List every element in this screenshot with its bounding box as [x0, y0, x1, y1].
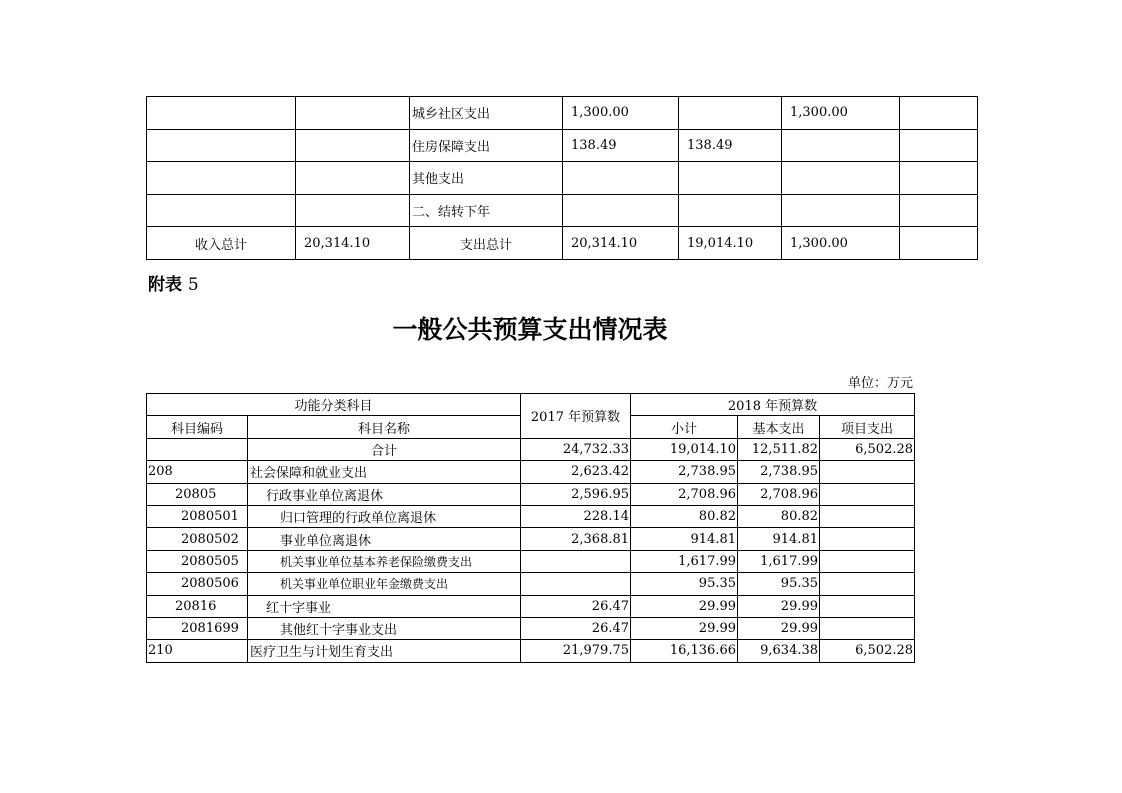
appendix-text: 附表 — [148, 275, 182, 295]
appendix-number: 5 — [187, 275, 199, 295]
table-row — [147, 505, 915, 527]
row-2017 — [521, 573, 631, 595]
row-project: 6,502.28 — [820, 640, 915, 662]
row-subtotal: 29.99 — [631, 595, 738, 617]
row-name: 事业单位离退休 — [248, 528, 521, 550]
table-row — [147, 550, 915, 572]
row-basic: 12,511.82 — [738, 438, 820, 460]
row-value — [782, 129, 900, 162]
row-project — [820, 573, 915, 595]
expense-total-value: 1,300.00 — [782, 227, 900, 260]
row-subtotal: 16,136.66 — [631, 640, 738, 662]
table-row — [147, 483, 915, 505]
row-2017: 2,596.95 — [521, 483, 631, 505]
budget-expenditure-table — [146, 393, 915, 663]
table-row — [147, 617, 915, 639]
income-total-value: 20,314.10 — [296, 227, 410, 260]
page-title: 一般公共预算支出情况表 — [392, 315, 668, 344]
row-basic: 95.35 — [738, 573, 820, 595]
row-project — [820, 550, 915, 572]
row-code: 210 — [147, 640, 248, 662]
row-project — [820, 505, 915, 527]
appendix-label — [148, 270, 199, 295]
row-2017: 26.47 — [521, 595, 631, 617]
row-subtotal: 914.81 — [631, 528, 738, 550]
row-subtotal: 29.99 — [631, 617, 738, 639]
header-category: 功能分类科目 — [147, 394, 521, 416]
table-row — [147, 528, 915, 550]
row-subtotal: 2,738.95 — [631, 461, 738, 483]
row-value — [679, 162, 782, 195]
row-basic: 1,617.99 — [738, 550, 820, 572]
row-2017: 21,979.75 — [521, 640, 631, 662]
row-value — [679, 97, 782, 130]
table-row — [147, 194, 978, 227]
row-value — [563, 194, 679, 227]
income-expense-summary-table — [146, 96, 978, 260]
row-basic: 2,708.96 — [738, 483, 820, 505]
row-project — [820, 595, 915, 617]
row-value: 1,300.00 — [563, 97, 679, 130]
expense-total-value: 19,014.10 — [679, 227, 782, 260]
row-basic: 2,738.95 — [738, 461, 820, 483]
row-value — [679, 194, 782, 227]
row-2017: 24,732.33 — [521, 438, 631, 460]
row-code: 208 — [147, 461, 248, 483]
row-code: 2080501 — [147, 505, 248, 527]
row-basic: 29.99 — [738, 617, 820, 639]
row-project — [820, 528, 915, 550]
row-name: 社会保障和就业支出 — [248, 461, 521, 483]
row-subtotal: 80.82 — [631, 505, 738, 527]
row-name: 其他支出 — [410, 162, 563, 195]
header-code: 科目编码 — [147, 416, 248, 438]
row-name: 合计 — [248, 438, 521, 460]
row-subtotal: 1,617.99 — [631, 550, 738, 572]
row-name: 医疗卫生与计划生育支出 — [248, 640, 521, 662]
row-2017 — [521, 550, 631, 572]
row-name: 机关事业单位基本养老保险缴费支出 — [248, 550, 521, 572]
row-code: 20816 — [147, 595, 248, 617]
row-value: 138.49 — [563, 129, 679, 162]
row-2017: 26.47 — [521, 617, 631, 639]
row-2017: 228.14 — [521, 505, 631, 527]
expense-total-value: 20,314.10 — [563, 227, 679, 260]
table-row — [147, 461, 915, 483]
row-value — [782, 162, 900, 195]
row-project: 6,502.28 — [820, 438, 915, 460]
row-name: 红十字事业 — [248, 595, 521, 617]
row-code: 2080502 — [147, 528, 248, 550]
expense-total-label: 支出总计 — [410, 227, 563, 260]
row-code: 20805 — [147, 483, 248, 505]
table-row — [147, 595, 915, 617]
row-name: 行政事业单位离退休 — [248, 483, 521, 505]
row-subtotal: 95.35 — [631, 573, 738, 595]
header-2018: 2018 年预算数 — [631, 394, 915, 416]
row-basic: 29.99 — [738, 595, 820, 617]
row-value: 138.49 — [679, 129, 782, 162]
row-name: 机关事业单位职业年金缴费支出 — [248, 573, 521, 595]
table-row — [147, 573, 915, 595]
total-row — [147, 227, 978, 260]
row-code: 2081699 — [147, 617, 248, 639]
row-value — [782, 194, 900, 227]
row-basic: 9,634.38 — [738, 640, 820, 662]
table-row — [147, 438, 915, 460]
row-code: 2080506 — [147, 573, 248, 595]
header-basic: 基本支出 — [738, 416, 820, 438]
row-project — [820, 483, 915, 505]
row-basic: 914.81 — [738, 528, 820, 550]
row-basic: 80.82 — [738, 505, 820, 527]
row-code — [147, 438, 248, 460]
unit-label: 单位：万元 — [847, 376, 913, 391]
row-code: 2080505 — [147, 550, 248, 572]
header-2017: 2017 年预算数 — [521, 394, 631, 439]
row-name: 归口管理的行政单位离退休 — [248, 505, 521, 527]
row-value — [563, 162, 679, 195]
row-project — [820, 461, 915, 483]
row-2017: 2,623.42 — [521, 461, 631, 483]
header-project: 项目支出 — [820, 416, 915, 438]
header-subtotal: 小计 — [631, 416, 738, 438]
row-name: 住房保障支出 — [410, 129, 563, 162]
row-subtotal: 19,014.10 — [631, 438, 738, 460]
row-2017: 2,368.81 — [521, 528, 631, 550]
table-row — [147, 129, 978, 162]
header-name: 科目名称 — [248, 416, 521, 438]
row-name: 城乡社区支出 — [410, 97, 563, 130]
row-project — [820, 617, 915, 639]
row-subtotal: 2,708.96 — [631, 483, 738, 505]
row-name: 二、结转下年 — [410, 194, 563, 227]
table-row — [147, 97, 978, 130]
row-value: 1,300.00 — [782, 97, 900, 130]
table-row — [147, 162, 978, 195]
income-total-label: 收入总计 — [147, 227, 296, 260]
header-row — [147, 394, 915, 416]
table-row — [147, 640, 915, 662]
row-name: 其他红十字事业支出 — [248, 617, 521, 639]
